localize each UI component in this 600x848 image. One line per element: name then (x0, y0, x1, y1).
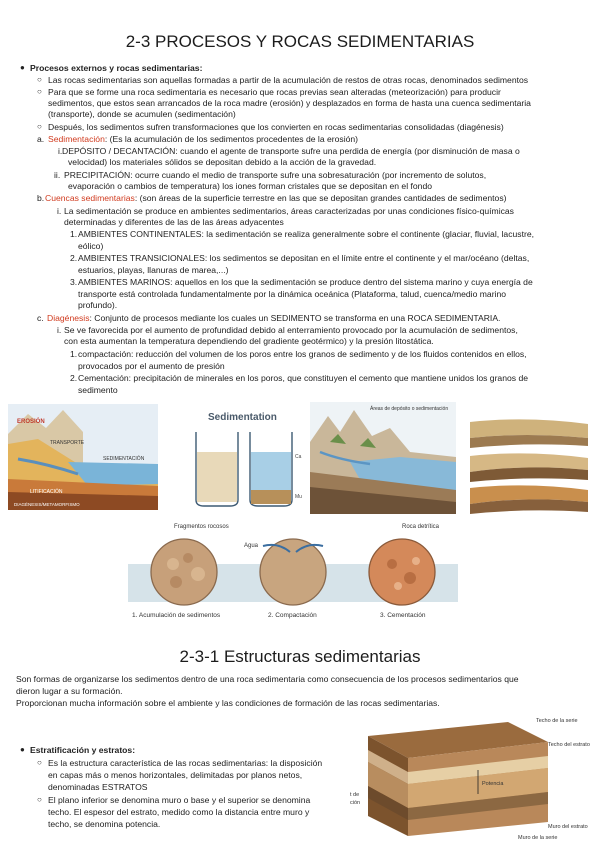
detrital-rock-label: Roca detrítica (402, 524, 440, 530)
paragraph: evaporación o cambios de temperatura) los iones forman cristales que se depositan en el fondo (68, 181, 433, 191)
paragraph: con esta aumentan la temperatura dependiendo del gradiente geotérmico) y la presión litostática. (64, 336, 434, 346)
side-label-2: ción (350, 800, 361, 806)
litification-label: LITIFICACIÓN (30, 489, 63, 495)
paragraph: en capas más o menos horizontales, delimitadas por planos netos, (48, 770, 303, 780)
paragraph: DEPÓSITO / DECANTACIÓN: cuando el agente de transporte sufre una perdida de energía (por disminución de masa o (62, 146, 520, 156)
list-marker: 2. (70, 253, 78, 263)
paragraph: determinadas y diferentes de las de las áreas adyacentes (64, 217, 284, 227)
paragraph: velocidad) los materiales sólidos se depositan debido a la acción de la gravedad. (68, 157, 377, 167)
list-marker: b. (37, 193, 45, 203)
stratum-base-label: Muro del estrato (548, 824, 588, 830)
paragraph: AMBIENTES TRANSICIONALES: los sedimentos se depositan en el límite entre el continente y el mar/océano (deltas, (78, 253, 530, 263)
paragraph: Son formas de organizarse los sedimentos dentro de una roca sedimentaria como consecuencia de los procesos sedimentarios que (16, 674, 519, 684)
paragraph: Es la estructura característica de las rocas sedimentarias: la disposición (48, 758, 323, 768)
sedimentation-beakers (182, 404, 310, 508)
paragraph: denominadas ESTRATOS (48, 782, 148, 792)
bullet: ○ (37, 87, 42, 96)
basins-title: Áreas de depósito o sedimentación (370, 406, 449, 412)
paragraph: estuarios, playas, llanuras de marea,...) (78, 265, 229, 275)
paragraph: (transporte), donde se acumulen (sedimentación) (48, 109, 236, 119)
paragraph: eólico) (78, 241, 104, 251)
paragraph: El plano inferior se denomina muro o base y el superior se denomina (48, 795, 311, 805)
list-marker: i. (57, 206, 62, 216)
list-marker: 1. (70, 349, 78, 359)
bullet: ● (20, 63, 25, 72)
rock-cycle-illustration (8, 404, 158, 510)
list-item-cuencas: Cuencas sedimentarias: (son áreas de la superficie terrestre en las que se depositan grandes cantidades de sedimentos) (45, 193, 507, 203)
erosion-label: EROSIÓN (17, 419, 45, 425)
paragraph: dieron lugar a su formación. (16, 686, 123, 696)
paragraph: Se ve favorecida por el aumento de profundidad debido al enterramiento provocado por la acumulación de sedimentos, (64, 325, 518, 335)
page-title: 2-3 PROCESOS Y ROCAS SEDIMENTARIAS (125, 32, 475, 51)
caption-compaction: 2. Compactación (268, 612, 317, 619)
section-heading: Estratificación y estratos: (30, 745, 136, 755)
paragraph: techo. El espesor del estrato, medido como la distancia entre muro y (48, 807, 310, 817)
bullet: ○ (37, 758, 42, 767)
bullet: ● (20, 745, 25, 754)
beaker-label-bottom: Mu (295, 494, 302, 500)
strata-block-diagram (348, 712, 596, 842)
paragraph: Proporcionan mucha información sobre el ambiente y las condiciones de formación de las rocas sedimentarias. (16, 698, 440, 708)
transport-label: TRANSPORTE (50, 440, 85, 446)
paragraph: transporte está controlada fundamentalmente por la dinámica oceánica (Plataforma, talud, cuenca/medio marino (78, 289, 507, 299)
series-top-label: Techo de la serie (536, 718, 578, 724)
bullet: ○ (37, 122, 42, 131)
paragraph: Cementación: precipitación de minerales en los poros, que constituyen el cemento que mantiene unidos los granos de (78, 373, 529, 383)
caption-accumulation: 1. Acumulación de sedimentos (132, 612, 221, 619)
bullet: ○ (37, 75, 42, 84)
paragraph: techo, se denomina potencia. (48, 819, 161, 829)
sedimentary-basins-illustration (310, 402, 456, 514)
list-item-diagenesis: Diagénesis: Conjunto de procesos mediante los cuales un SEDIMENTO se transforma en una ROCA SEDIMENTARIA. (47, 313, 501, 323)
paragraph: profundo). (78, 300, 118, 310)
list-marker: c. (37, 313, 44, 323)
paragraph: Las rocas sedimentarias son aquellas formadas a partir de la acumulación de restos de otras rocas, denominados sedimentos (48, 75, 529, 85)
paragraph: PRECIPITACIÓN: ocurre cuando el medio de transporte sufre una sobresaturación (por incremento de solutos, (64, 170, 487, 180)
section-heading: Procesos externos y rocas sedimentarias: (30, 63, 203, 73)
series-base-label: Muro de la serie (518, 835, 558, 841)
list-marker: 2. (70, 373, 78, 383)
paragraph: AMBIENTES CONTINENTALES: la sedimentación se realiza generalmente sobre el continente (glaciar, fluvial, lacustre, (78, 229, 534, 239)
list-marker: 1. (70, 229, 78, 239)
paragraph: provocados por el aumento de presión (78, 361, 225, 371)
strata-sequence-illustration (466, 404, 592, 516)
subtitle: 2-3-1 Estructuras sedimentarias (179, 647, 421, 666)
paragraph: sedimentos, que estos sean arrancados de la roca madre (erosión) y desplazados en forma de hasta una cuenca sedimentaria (48, 98, 531, 108)
paragraph: Para que se forme una roca sedimentaria es necesario que rocas previas sean alteradas (meteorización) para producir (48, 87, 501, 97)
list-marker: i. (58, 146, 63, 156)
stratum-top-label: Techo del estrato (548, 742, 590, 748)
paragraph: AMBIENTES MARINOS: aquellos en los que la sedimentación se produce dentro del sistema marino y cuya energía de (78, 277, 533, 287)
thickness-label: Potencia (482, 781, 504, 787)
list-marker: 3. (70, 277, 78, 287)
sedimentation-label: SEDIMENTACIÓN (103, 456, 145, 462)
paragraph: sedimento (78, 385, 118, 395)
list-item-sedimentacion: Sedimentación: (Es la acumulación de los sedimentos procedentes de la erosión) (48, 134, 359, 144)
list-marker: i. (57, 325, 62, 335)
diagenesis-illustration (128, 516, 458, 622)
fragments-label: Fragmentos rocosos (174, 524, 229, 530)
bullet: ○ (37, 795, 42, 804)
sedimentation-title: Sedimentation (208, 412, 277, 423)
caption-cementation: 3. Cementación (380, 612, 426, 619)
diagenesis-label: DIAGÉNESIS/METAMORFISMO (14, 502, 80, 507)
list-marker: ii. (54, 170, 61, 180)
beaker-label-top: Ca (295, 454, 302, 460)
paragraph: Después, los sedimentos sufren transformaciones que los convierten en rocas sedimentarias consolidadas (diagénesis) (48, 122, 504, 132)
list-marker: a. (37, 134, 45, 144)
paragraph: La sedimentación se produce en ambientes sedimentarios, áreas caracterizadas por unas condiciones físico-químicas (64, 206, 514, 216)
water-label: Agua (244, 543, 259, 549)
paragraph: compactación: reducción del volumen de los poros entre los granos de sedimento y de los fluidos contenidos en ellos, (78, 349, 527, 359)
side-label-1: t de (350, 792, 360, 798)
